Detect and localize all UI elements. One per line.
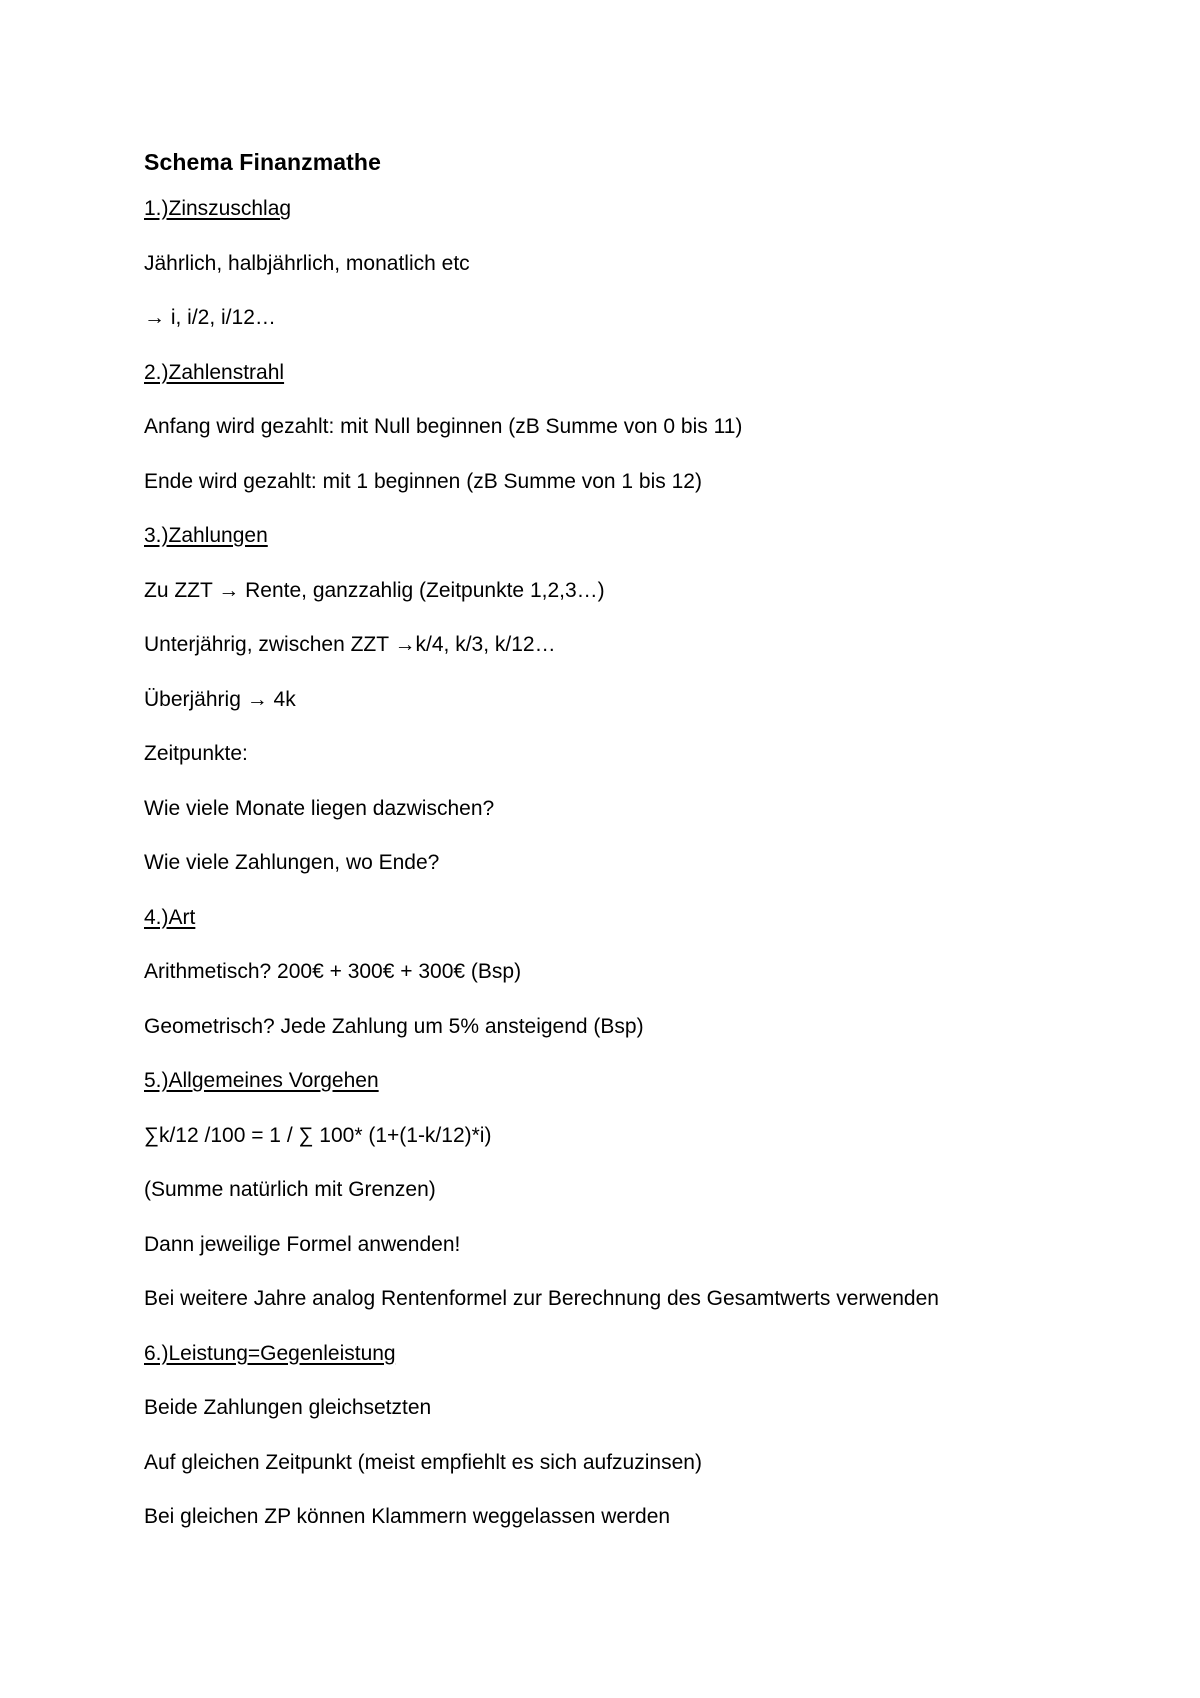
text-line: Zu ZZT → Rente, ganzzahlig (Zeitpunkte 1,2,3…)	[144, 578, 605, 602]
document-title: Schema Finanzmathe	[144, 149, 381, 175]
text-line: Anfang wird gezahlt: mit Null beginnen (zB Summe von 0 bis 11)	[144, 415, 743, 438]
text-line: Zeitpunkte:	[144, 742, 248, 765]
text-line: Bei weitere Jahre analog Rentenformel zur Berechnung des Gesamtwerts verwenden	[144, 1287, 939, 1310]
section-heading: 5.)Allgemeines Vorgehen	[144, 1069, 379, 1092]
section-heading: 4.)Art	[144, 905, 196, 929]
text-line: Auf gleichen Zeitpunkt (meist empfiehlt es sich aufzuzinsen)	[144, 1450, 702, 1474]
text-line: Beide Zahlungen gleichsetzten	[144, 1396, 432, 1419]
text-line: Ende wird gezahlt: mit 1 beginnen (zB Summe von 1 bis 12)	[144, 469, 702, 493]
text-line: → i, i/2, i/12…	[144, 306, 276, 329]
section-heading: 1.)Zinszuschlag	[144, 197, 292, 220]
text-line: Wie viele Monate liegen dazwischen?	[144, 796, 495, 820]
text-line: Unterjährig, zwischen ZZT →k/4, k/3, k/12…	[144, 633, 556, 656]
text-line: Geometrisch? Jede Zahlung um 5% ansteigend (Bsp)	[144, 1014, 644, 1038]
section-heading: 6.)Leistung=Gegenleistung	[144, 1341, 396, 1365]
document-body	[144, 140, 1144, 1557]
text-line: Arithmetisch? 200€ + 300€ + 300€ (Bsp)	[144, 960, 522, 983]
text-line: Überjährig → 4k	[144, 687, 296, 711]
text-line: Jährlich, halbjährlich, monatlich etc	[144, 251, 470, 275]
text-line: Wie viele Zahlungen, wo Ende?	[144, 851, 440, 874]
section-heading: 2.)Zahlenstrahl	[144, 360, 285, 384]
text-line: (Summe natürlich mit Grenzen)	[144, 1178, 436, 1201]
text-line: Bei gleichen ZP können Klammern weggelassen werden	[144, 1505, 671, 1528]
text-line: ∑k/12 /100 = 1 / ∑ 100* (1+(1-k/12)*i)	[144, 1123, 492, 1147]
text-line: Dann jeweilige Formel anwenden!	[144, 1232, 461, 1256]
section-heading: 3.)Zahlungen	[144, 524, 268, 547]
document-lines	[144, 194, 1144, 1532]
